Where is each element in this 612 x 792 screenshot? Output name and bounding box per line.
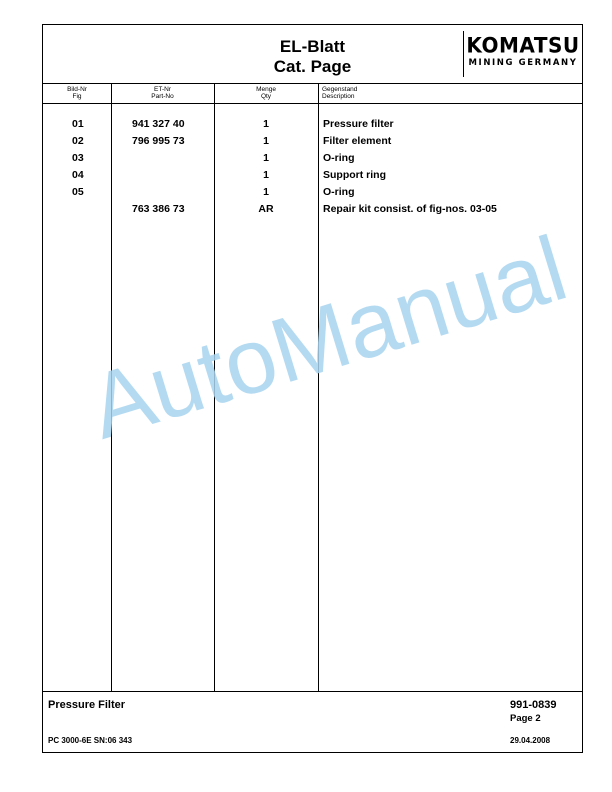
document-number: 991-0839 [510,699,557,711]
footer-date: 29.04.2008 [510,736,551,745]
table-row [43,150,582,167]
footer-title: Pressure Filter [48,699,126,711]
page-header [43,25,582,84]
row-description: Repair kit consist. of fig-nos. 03-05 [323,203,497,215]
row-fig: 03 [72,152,84,164]
row-part-no: 796 995 73 [132,135,185,147]
page-footer [43,691,582,754]
col-qty-header [214,86,318,100]
col-fig-header [43,86,111,100]
row-fig: 01 [72,118,84,130]
col-desc-en: Description [322,93,355,100]
col-qty-de: Menge [256,86,276,93]
logo-wordmark: KOMATSU [466,32,580,58]
komatsu-logo [463,31,582,77]
col-part-en: Part-No [151,93,174,100]
col-desc-de: Gegenstand [322,86,358,93]
page-title-en: Cat. Page [273,57,352,76]
row-part-no: 763 386 73 [132,203,185,215]
row-qty: 1 [263,169,269,181]
page-title-de: EL-Blatt [279,37,346,56]
column-headers [43,83,582,104]
row-description: O-ring [323,186,355,198]
row-qty: 1 [263,152,269,164]
table-row [43,201,582,218]
row-fig: 02 [72,135,84,147]
row-qty: AR [258,203,274,215]
watermark-text: AutoManual [78,217,578,459]
row-description: Support ring [323,169,386,181]
table-row [43,167,582,184]
page-number: Page 2 [510,713,541,724]
row-description: Pressure filter [323,118,394,130]
col-qty-en: Qty [260,93,272,100]
logo-subtitle: MINING GERMANY [468,58,578,68]
col-fig-de: Bild-Nr [67,86,87,93]
table-row [43,133,582,150]
col-part-header [111,86,214,100]
row-qty: 1 [263,118,269,130]
row-description: O-ring [323,152,355,164]
machine-serial: PC 3000-6E SN:06 343 [48,736,133,745]
row-fig: 05 [72,186,84,198]
col-fig-en: Fig [72,93,82,100]
table-row [43,184,582,201]
row-description: Filter element [323,135,392,147]
col-desc-header [322,86,522,100]
catalog-page-frame [42,24,583,753]
row-fig: 04 [72,169,84,181]
row-qty: 1 [263,186,269,198]
table-row [43,116,582,133]
row-part-no: 941 327 40 [132,118,185,130]
row-qty: 1 [263,135,269,147]
col-part-de: ET-Nr [154,86,171,93]
